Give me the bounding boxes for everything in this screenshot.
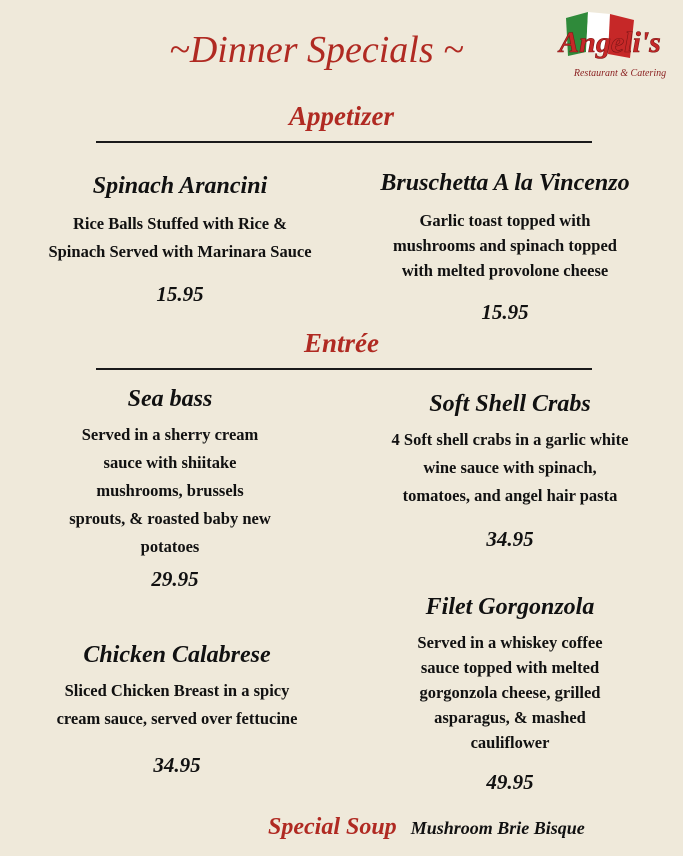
dish-price: 29.95 [151,567,199,591]
desc-line: Served in a whiskey coffee [417,633,603,652]
menu-item-sea-bass [20,386,320,592]
divider [96,368,592,370]
dish-name: Soft Shell Crabs [429,391,591,417]
desc-line: mushrooms, brussels [96,481,244,500]
menu-item-chicken-calabrese [18,642,336,778]
desc-line: sauce topped with melted [420,658,600,677]
desc-line: Rice Balls Stuffed with Rice & [72,214,288,233]
special-soup-name: Mushroom Brie Bisque [410,818,585,838]
angelis-logo [538,8,678,86]
section-entree-heading: Entrée [303,328,379,358]
menu-item-bruschetta [350,170,660,325]
menu-item-soft-shell-crabs [352,391,668,552]
desc-line: cream sauce, served over fettucine [56,709,298,728]
divider [96,141,592,143]
dish-description [352,426,668,510]
dish-price: 34.95 [153,753,201,777]
desc-line: wine sauce with spinach, [423,458,597,477]
dish-description [20,421,320,561]
dish-description [18,677,336,733]
logo-name: Angeli's [559,26,661,59]
desc-line: tomatoes, and angel hair pasta [402,486,618,505]
dish-name: Chicken Calabrese [83,642,271,668]
desc-line: Spinach Served with Marinara Sauce [48,242,312,261]
desc-line: mushrooms and spinach topped [393,236,617,255]
section-appetizer-heading: Appetizer [289,101,394,131]
desc-line: sauce with shiitake [103,453,237,472]
desc-line: 4 Soft shell crabs in a garlic white [391,430,629,449]
dish-price: 15.95 [156,282,204,306]
dish-description [360,630,660,755]
desc-line: Sliced Chicken Breast in a spicy [64,681,290,700]
dish-name: Filet Gorgonzola [425,594,595,620]
desc-line: with melted provolone cheese [401,261,609,280]
menu-item-filet-gorgonzola [360,594,660,795]
desc-line: gorgonzola cheese, grilled [419,683,601,702]
dish-price: 49.95 [486,770,534,794]
page-title: ~Dinner Specials ~ [169,29,464,71]
desc-line: asparagus, & mashed [434,708,586,727]
desc-line: Garlic toast topped with [419,211,591,230]
dish-description [350,208,660,283]
dish-name: Bruschetta A la Vincenzo [380,170,630,196]
logo-tagline: Restaurant & Catering [573,68,667,79]
special-soup [268,814,585,841]
desc-line: sprouts, & roasted baby new [69,509,271,528]
desc-line: Served in a sherry cream [81,425,259,444]
dish-price: 34.95 [486,527,534,551]
special-soup-label: Special Soup [268,814,397,840]
dish-price: 15.95 [481,300,529,324]
desc-line: potatoes [140,537,200,556]
dish-name: Spinach Arancini [92,173,268,199]
menu-item-spinach-arancini [10,173,350,307]
desc-line: cauliflower [470,733,550,752]
dish-name: Sea bass [127,386,213,412]
dish-description [10,210,350,266]
